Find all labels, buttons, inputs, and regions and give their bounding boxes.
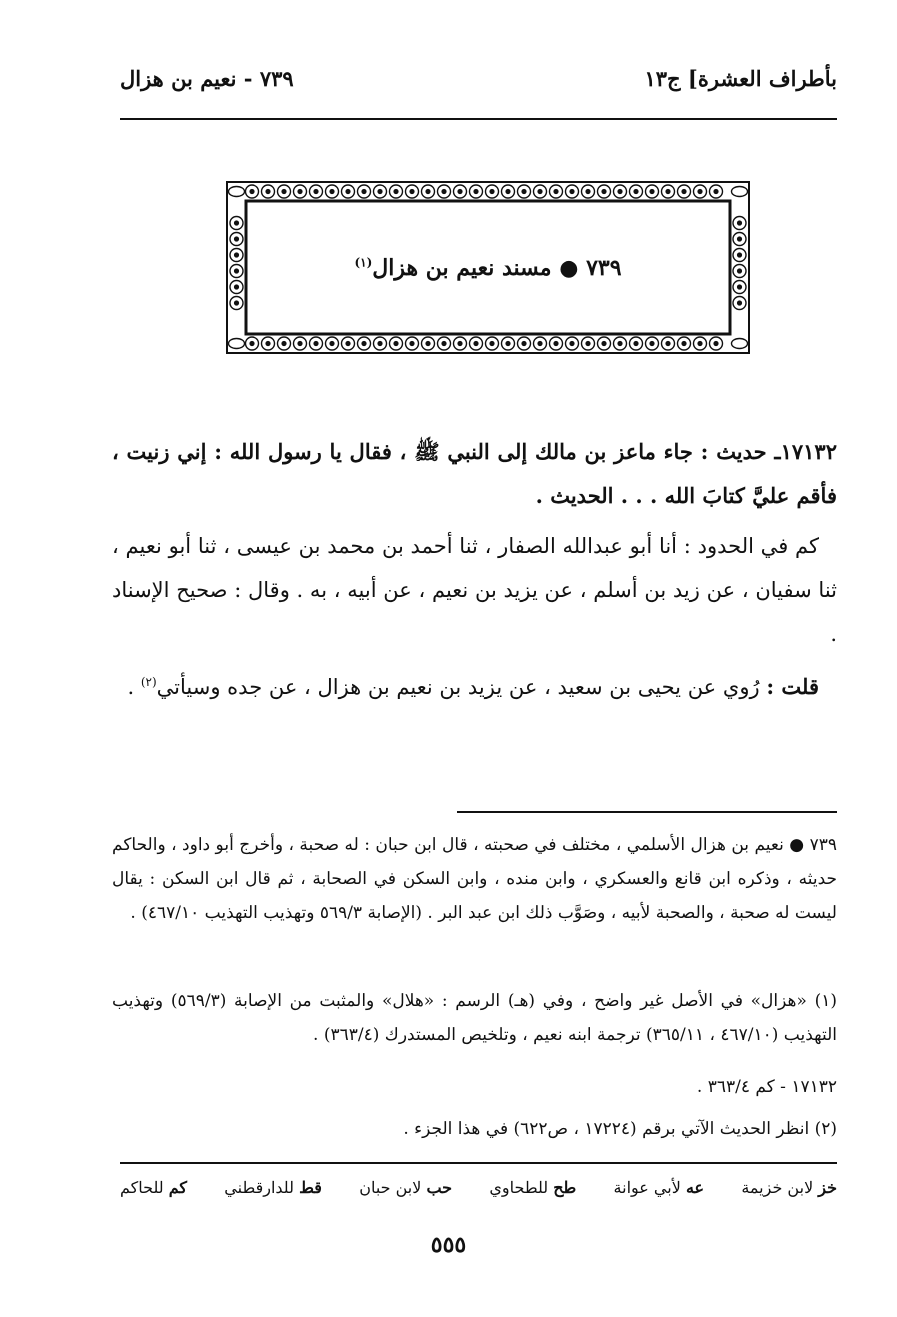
abbreviations-key bbox=[120, 1178, 837, 1197]
footnote-1: (١) «هزال» في الأصل غير واضح ، وفي (هـ) الرسم : «هلال» والمثبت من الإصابة (٥٦٩/٣) وتهذيب التهذيب (٤٦٧/١٠ ، ٣٦٥/١١) ترجمة ابنه نعيم ، وتلخيص المستدرك (٣٦٣/٤) . bbox=[112, 991, 837, 1045]
hadith-text-content: ١٧١٣٢ـ حديث : جاء ماعز بن مالك إلى النبي ﷺ ، فقال يا رسول الله : إني زنيت ، فأقم عليَّ كتابَ الله . . . الحديث . bbox=[112, 439, 837, 508]
running-header-book: بأطراف العشرة] ج١٣ bbox=[644, 66, 837, 91]
hadith-text bbox=[112, 430, 837, 518]
section-title-box bbox=[226, 181, 750, 354]
running-header-section: ٧٣٩ - نعيم بن هزال bbox=[120, 66, 294, 91]
footnote-marker: (٢) bbox=[140, 675, 157, 689]
footnote-reference: ١٧١٣٢ - كم ٣٦٣/٤ . bbox=[696, 1077, 837, 1097]
section-title-text: ٧٣٩ ● مسند نعيم بن هزال bbox=[372, 254, 622, 281]
section-title bbox=[354, 255, 621, 281]
remark-end: . bbox=[127, 675, 141, 699]
footnote-biography: ٧٣٩ ● نعيم بن هزال الأسلمي ، مختلف في صحبته ، قال ابن حبان : له صحبة ، وأخرج أبو داود ، والحاكم حديثه ، وذكره ابن قانع والعسكري ، وابن منده ، وابن السكن في الصحابة ، ثم قال ابن السكن : يقال ليست له صحبة ، والصحبة لأبيه ، وصَوَّب ذلك ابن عبد البر . (الإصابة ٥٦٩/٣ وتهذيب التهذيب ٤٦٧/١٠) . bbox=[112, 835, 837, 923]
abbr-item: كم للحاكم bbox=[120, 1178, 187, 1197]
source-paragraph bbox=[112, 524, 837, 656]
footnote-2: (٢) انظر الحديث الآتي برقم (١٧٢٢٤ ، ص٦٢٢) في هذا الجزء . bbox=[403, 1119, 837, 1139]
header-rule bbox=[120, 118, 837, 120]
remark-lead: قلت : bbox=[766, 674, 819, 699]
abbreviations-rule bbox=[120, 1162, 837, 1164]
abbr-item: حب لابن حبان bbox=[359, 1178, 453, 1197]
source-siglum: كم bbox=[795, 534, 819, 558]
footnote-marker: (١) bbox=[354, 255, 373, 270]
footnote-rule bbox=[457, 811, 837, 813]
page-number: ٥٥٥ bbox=[430, 1232, 467, 1258]
remark-text: رُوي عن يحيى بن سعيد ، عن يزيد بن نعيم بن هزال ، عن جده وسيأتي bbox=[156, 675, 760, 699]
abbr-item: طح للطحاوي bbox=[489, 1178, 577, 1197]
source-text: في الحدود : أنا أبو عبدالله الصفار ، ثنا أحمد بن محمد بن عيسى ، ثنا أبو نعيم ، ثنا سفيان ، عن زيد بن أسلم ، عن يزيد بن نعيم ، عن أبيه ، به . وقال : صحيح الإسناد . bbox=[112, 534, 837, 646]
remark-paragraph bbox=[112, 660, 837, 709]
abbr-item: عه لأبي عوانة bbox=[613, 1178, 705, 1197]
abbr-item: خز لابن خزيمة bbox=[741, 1178, 837, 1197]
abbr-item: قط للدارقطني bbox=[224, 1178, 322, 1197]
